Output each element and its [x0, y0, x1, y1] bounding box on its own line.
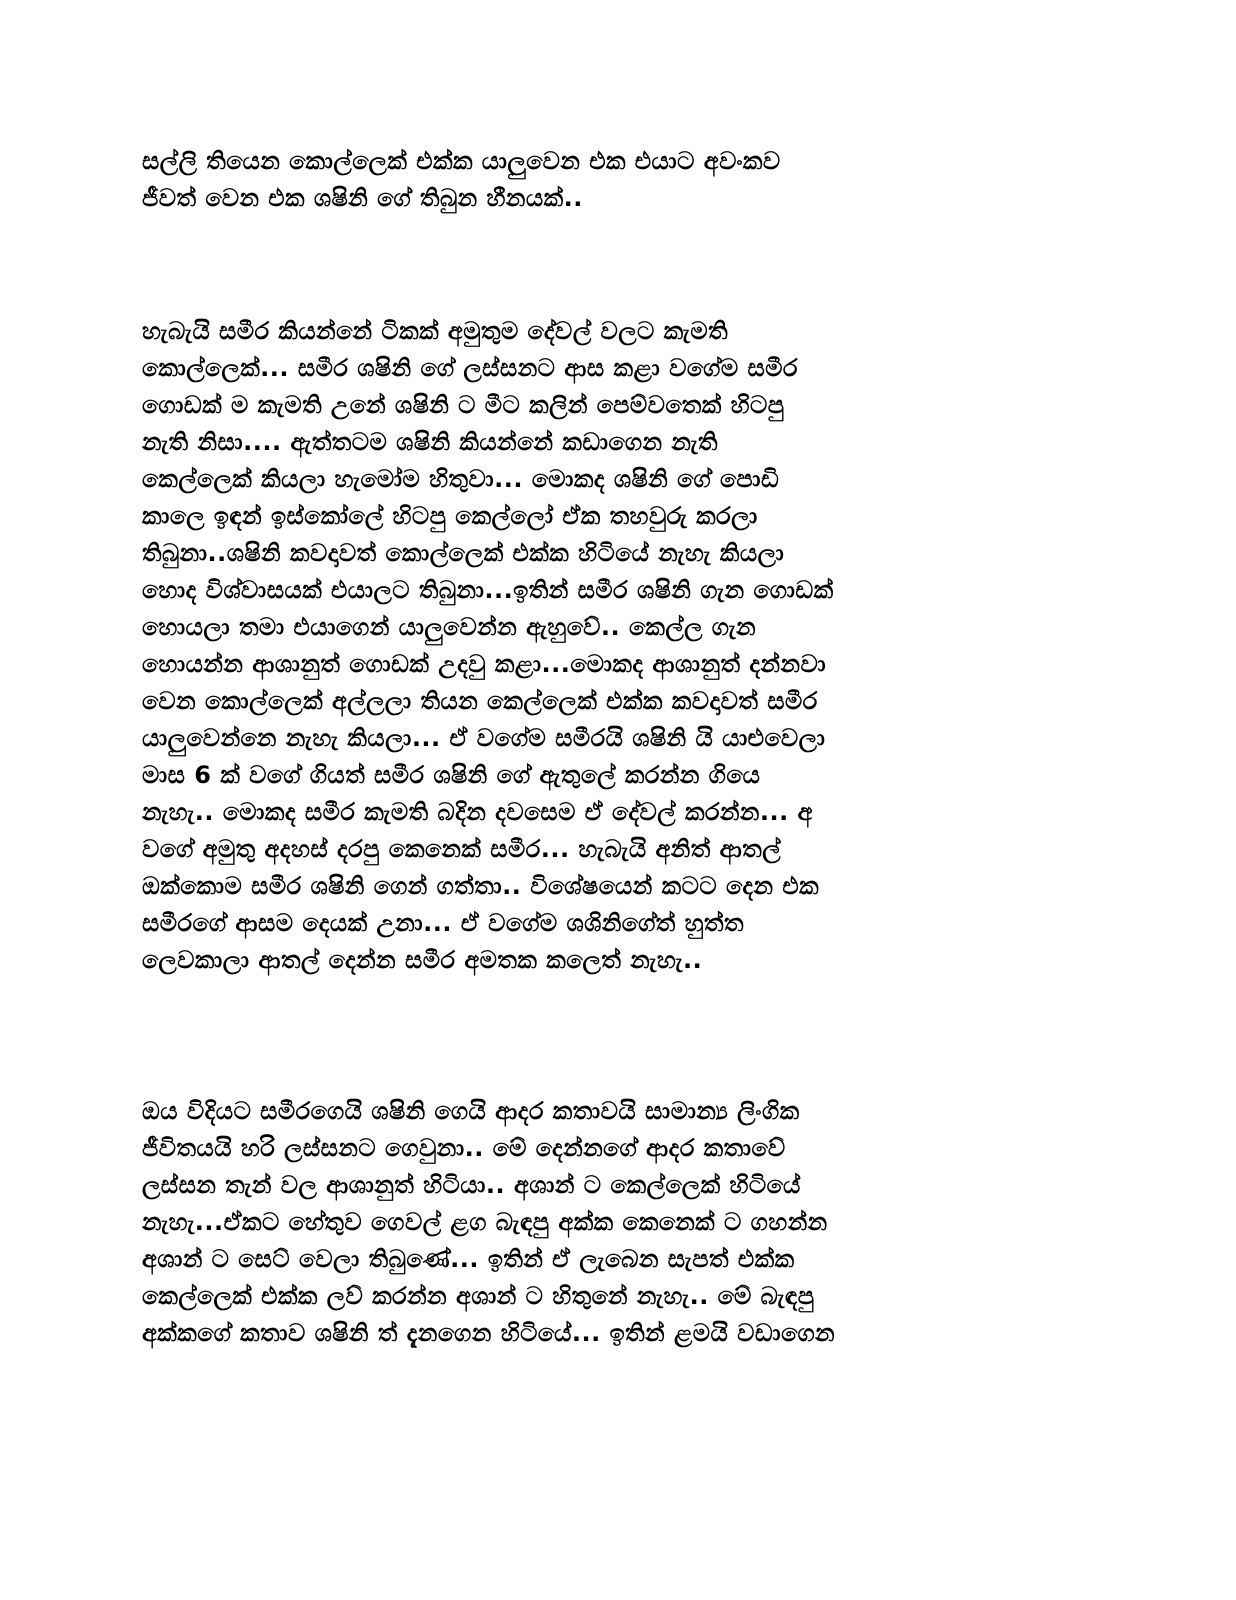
- text-line: ගොඩක් ම කැමති උනේ ශෂිනි ට මීට කලින් පෙම්වතෙක් හිටපු: [142, 391, 785, 419]
- text-line: ලස්සන තැන් වල ආශානුත් හිටියා.. අශාන් ට කෙල්ලෙක් හිටියේ: [142, 1171, 801, 1199]
- paragraph-3: [142, 1093, 1082, 1352]
- text-line: නැහැ...ඒකට හේතුව ගෙවල් ළග බැඳපු අක්ක කෙනෙක් ට ගහන්න: [142, 1208, 828, 1236]
- paragraph-2: [142, 313, 1082, 979]
- text-line: අශාන් ට සෙට් වෙලා තිබුණේ... ඉතින් ඒ ලැබෙන සැපත් එක්ක: [142, 1245, 795, 1273]
- text-line: අක්කගේ කතාව ශෂිනි ත් දැනගෙන හිටියේ... ඉතින් ළමයි වඩාගෙන: [142, 1319, 836, 1347]
- text-line: නැති නිසා.... ඇත්තටම ශෂිනි කියන්නේ කඩාගෙන නැති: [142, 428, 719, 456]
- text-line: සල්ලි තියෙන කොල්ලෙක් එක්ක යාලුවෙන එක එයාට අවංකව: [142, 147, 781, 175]
- text-line: කෙල්ලෙක් එක්ක ලව් කරන්න අශාන් ට හිතුනේ නැහැ.. මේ බැඳපු: [142, 1282, 815, 1310]
- text-line: හොයන්න ආශානුත් ගොඩක් උදවු කළා...මොකද ආශානුත් දන්නවා: [142, 650, 827, 678]
- text-line: ජීවිතයයි හරි ලස්සනට ගෙවුනා.. මේ දෙන්නගේ ආදර කතාවේ: [142, 1134, 786, 1162]
- text-line: මාස 6 ක් වගේ ගියත් සමීර ශෂිනි ගේ ඇතුලේ කරන්න ගියෙ: [142, 761, 761, 789]
- text-line: වගේ අමුතු අදහස් දරපු කෙනෙක් සමීර... හැබැයි අනිත් ආතල්: [142, 835, 782, 863]
- text-line: හොයලා තමා එයාගෙන් යාලුවෙන්න ඇහුවේ.. කෙල්ල ගැන: [142, 613, 757, 641]
- text-line: ලෙවකාලා ආතල් දෙන්න සමීර අමතක කලෙත් නැහැ..: [142, 946, 703, 974]
- paragraph-1: [142, 143, 1082, 217]
- text-line: තිබුනා..ශෂිනි කවදාවත් කොල්ලෙක් එක්ක හිටියේ නැහැ කියලා: [142, 539, 785, 567]
- text-line: කෙල්ලෙක් කියලා හැමෝම හිතුවා... මොකද ශෂිනි ගේ පොඩි: [142, 465, 780, 493]
- text-line: යාලුවෙන්නෙ නැහැ කියලා... ඒ වගේම සමීරයි ශෂිනි යි යාළුවෙලා: [142, 724, 826, 752]
- text-line: සමීරගේ ආසම දෙයක් උනා... ඒ වගේම ශශිනිගේත් හුත්ත: [142, 909, 745, 937]
- text-line: කාලෙ ඉඳන් ඉස්කෝලේ හිටපු කෙල්ලෝ ඒක තහවුරු කරලා: [142, 502, 758, 530]
- text-line: හැබැයි සමීර කියන්නේ ටිකක් අමුතුම දේවල් වලට කැමති: [142, 317, 729, 345]
- text-line: කොල්ලෙක්... සමීර ශෂිනි ගේ ලස්සනට ආස කළා වගේම සමීර: [142, 354, 798, 382]
- text-line: වෙන කොල්ලෙක් අල්ලලා තියන කෙල්ලෙක් එක්ක කවදාවත් සමීර: [142, 687, 818, 715]
- text-line: ඔක්කොම සමීර ශෂිනි ගෙන් ගත්තා.. විශේෂයෙන් කටට දෙන එක: [142, 872, 820, 900]
- text-line: ජීවත් වෙන එක ශෂිනි ගේ තිබුන හීනයක්..: [142, 184, 583, 212]
- text-line: හොද විශ්වාසයක් එයාලට තිබුනා...ඉතින් සමීර ශෂිනි ගැන ගොඩක්: [142, 576, 834, 604]
- text-line: නැහැ.. මොකද සමීර කැමති බදින දවසෙම ඒ දේවල් කරන්න... අ: [142, 798, 813, 826]
- text-line: ඔය විදියට සමීරගෙයි ශෂිනි ගෙයි ආදර කතාවයි සාමාන්‍ය ලිංගික: [142, 1097, 800, 1125]
